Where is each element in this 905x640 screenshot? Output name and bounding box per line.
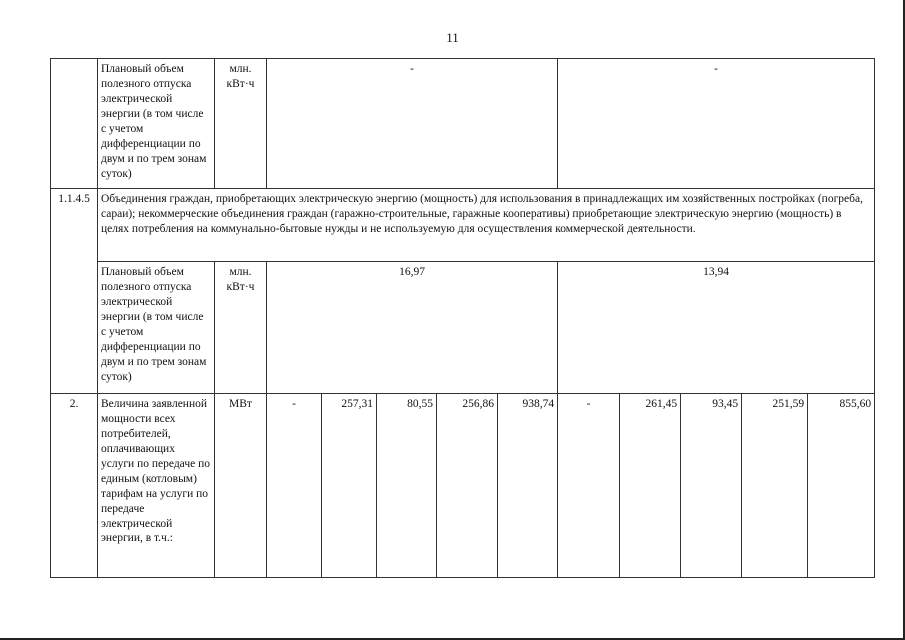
value-cell: 257,31: [322, 394, 377, 578]
value-cell: 938,74: [498, 394, 558, 578]
page-number: 11: [446, 30, 459, 45]
value-cell: 251,59: [742, 394, 808, 578]
value-cell: 80,55: [377, 394, 437, 578]
row-unit: млн. кВт·ч: [215, 262, 267, 394]
value-period-1: 16,97: [267, 262, 558, 394]
row-number: 2.: [51, 394, 98, 578]
value-cell: -: [558, 394, 620, 578]
value-cell: 93,45: [681, 394, 742, 578]
value-period-1: -: [267, 59, 558, 189]
value-cell: 256,86: [437, 394, 498, 578]
value-cell: -: [267, 394, 322, 578]
category-description: Объединения граждан, приобретающих электрическую энергию (мощность) для использования в принадлежащих им хозяйственных постройках (погреба, сараи); некоммерческие объединения граждан (гаражно-строительные, гаражные кооперативы) приобретающие электрическую энергию (мощность) в целях потребления на коммунально-бытовые нужды и не используемую для осуществления коммерческой деятельности.: [98, 189, 875, 262]
row-label: Плановый объем полезного отпуска электрической энергии (в том числе с учетом дифференциации по двум и по трем зонам суток): [98, 262, 215, 394]
value-period-2: -: [558, 59, 875, 189]
value-cell: 261,45: [620, 394, 681, 578]
table-row: [51, 394, 875, 578]
row-number: 1.1.4.5: [51, 189, 98, 394]
table-row: [51, 59, 875, 189]
value-cell: 855,60: [808, 394, 875, 578]
row-label: Плановый объем полезного отпуска электрической энергии (в том числе с учетом дифференциации по двум и по трем зонам суток): [98, 59, 215, 189]
row-unit: млн. кВт·ч: [215, 59, 267, 189]
row-label: Величина заявленной мощности всех потребителей, оплачивающих услуги по передаче по единым (котловым) тарифам на услуги по передаче электрической энергии, в т.ч.:: [98, 394, 215, 578]
table-row: [51, 262, 875, 394]
row-number: [51, 59, 98, 189]
tariff-table: [50, 58, 875, 578]
value-period-2: 13,94: [558, 262, 875, 394]
row-unit: МВт: [215, 394, 267, 578]
table-row: [51, 189, 875, 262]
